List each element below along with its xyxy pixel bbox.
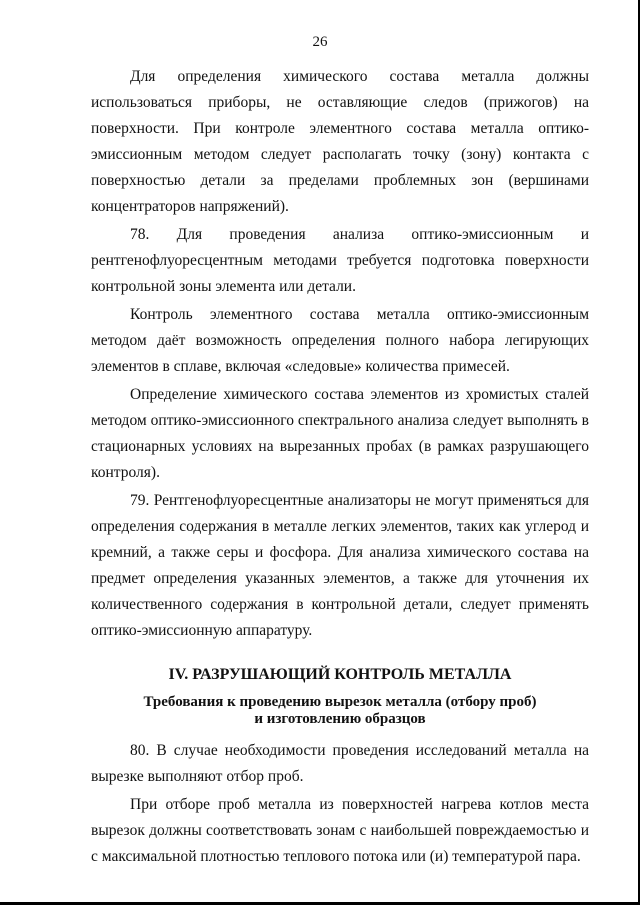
paragraph-80: 80. В случае необходимости проведения исследований металла на вырезке выполняют отбор проб.: [91, 742, 589, 785]
paragraph-chemical-analysis-devices: Для определения химического состава металла должны использоваться приборы, не оставляющие следов (прижогов) на поверхности. При контроле элементного состава металла оптико-эмиссионным методом следует располагать точку (зону) контакта с поверхностью детали за пределами проблемных зон (вершинами концентраторов напряжений).: [91, 68, 589, 215]
paragraph-78: 78. Для проведения анализа оптико-эмиссионным и рентгенофлуоресцентным методами требуется подготовка поверхности контрольной зоны элемента или детали.: [91, 226, 589, 295]
paragraph-optical-emission-control: Контроль элементного состава металла оптико-эмиссионным методом даёт возможность определения полного набора легирующих элементов в сплаве, включая «следовые» количества примесей.: [91, 306, 589, 375]
document-body: [91, 64, 589, 870]
subheading-line-2: и изготовлению образцов: [254, 711, 426, 727]
paragraph-79: 79. Рентгенофлуоресцентные анализаторы не могут применяться для определения содержания в металле легких элементов, таких как углерод и кремний, а также серы и фосфора. Для анализа химического состава на предмет определения указанных элементов, а также для уточнения их количественного содержания в контрольной детали, следует применять оптико-эмиссионную аппаратуру.: [91, 492, 589, 639]
page-number: 26: [312, 34, 328, 50]
paragraph-chromium-steels: Определение химического состава элементов из хромистых сталей методом оптико-эмиссионного спектрального анализа следует выполнять в стационарных условиях на вырезанных пробах (в рамках разрушающего контроля).: [91, 386, 589, 481]
paragraph-sampling-locations: При отборе проб металла из поверхностей нагрева котлов места вырезок должны соответствовать зонам с наибольшей повреждаемостью и с максимальной плотностью теплового потока или (и) температурой пара.: [91, 796, 589, 865]
section-heading: IV. РАЗРУШАЮЩИЙ КОНТРОЛЬ МЕТАЛЛА: [168, 666, 512, 683]
subheading: [91, 694, 589, 728]
subheading-line-1: Требования к проведению вырезок металла (отбору проб): [143, 694, 537, 710]
